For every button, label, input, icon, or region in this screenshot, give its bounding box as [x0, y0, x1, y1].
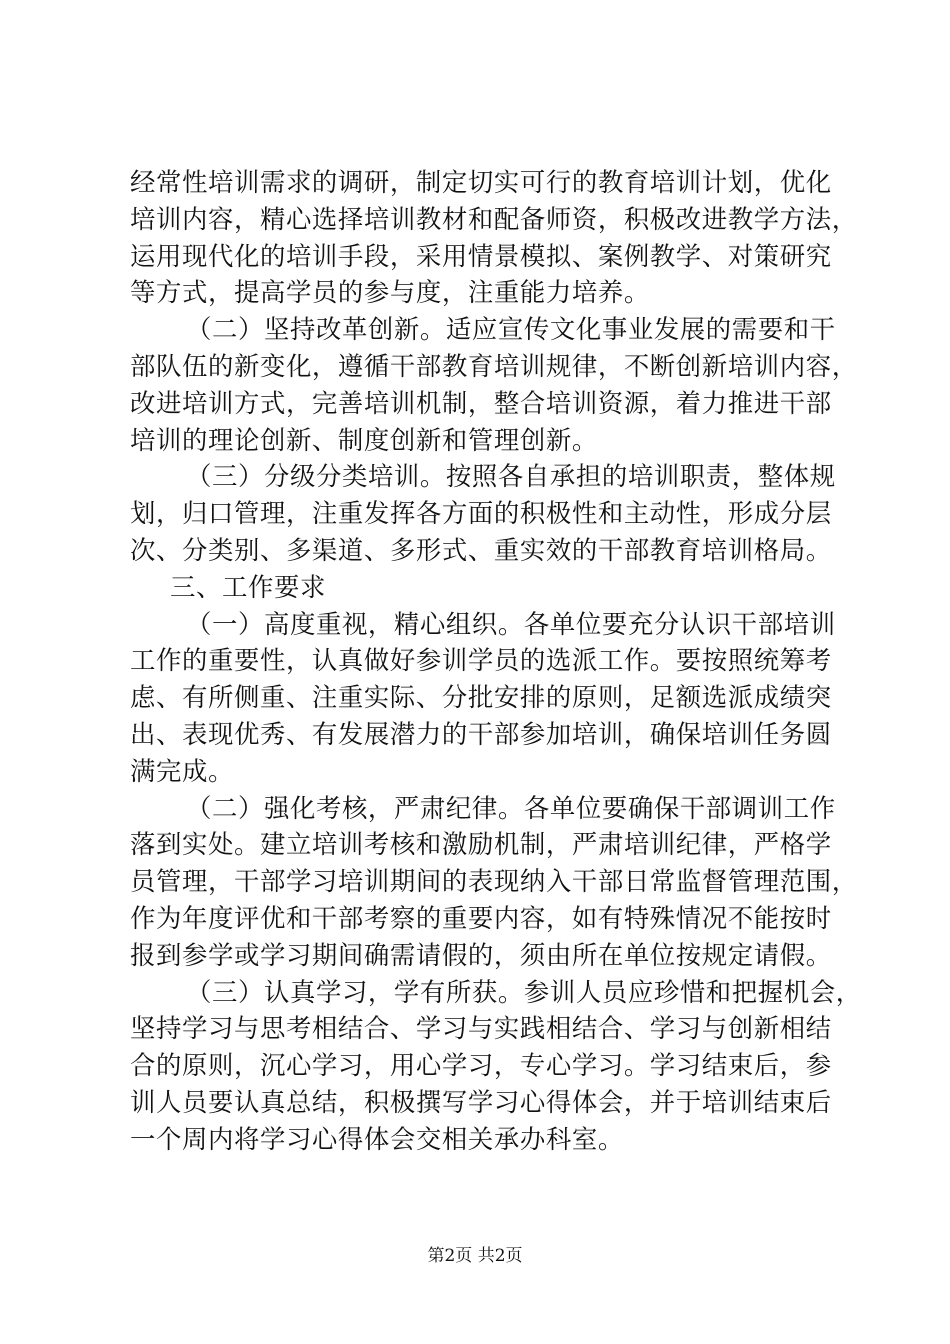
- page-number: 第2页 共2页: [427, 1246, 523, 1266]
- text-line: 培训的理论创新、制度创新和管理创新。: [130, 424, 598, 455]
- body-text: [130, 164, 862, 1158]
- text-line: 训人员要认真总结，积极撰写学习心得体会，并于培训结束后: [130, 1086, 832, 1117]
- text-line: 员管理，干部学习培训期间的表现纳入干部日常监督管理范围，: [130, 866, 858, 897]
- text-line: 经常性培训需求的调研，制定切实可行的教育培训计划，优化: [130, 167, 832, 197]
- text-line: 虑、有所侧重、注重实际、分批安排的原则，足额选派成绩突: [130, 682, 832, 713]
- text-line: 次、分类别、多渠道、多形式、重实效的干部教育培训格局。: [130, 534, 832, 565]
- text-line: 工作的重要性，认真做好参训学员的选派工作。要按照统筹考: [130, 645, 832, 676]
- text-line: 运用现代化的培训手段，采用情景模拟、案例教学、对策研究: [130, 240, 832, 271]
- text-line: 落到实处。建立培训考核和激励机制，严肃培训纪律，严格学: [130, 829, 832, 860]
- text-line: 合的原则，沉心学习，用心学习，专心学习。学习结束后，参: [130, 1050, 832, 1081]
- text-line: 部队伍的新变化，遵循干部教育培训规律，不断创新培训内容，: [130, 350, 858, 381]
- text-line: （一）高度重视，精心组织。各单位要充分认识干部培训: [186, 608, 836, 639]
- section-heading: 三、工作要求: [170, 571, 326, 602]
- text-line: （二）坚持改革创新。适应宣传文化事业发展的需要和干: [186, 314, 836, 345]
- text-line: 出、表现优秀、有发展潜力的干部参加培训，确保培训任务圆: [130, 718, 832, 749]
- text-line: 划，归口管理，注重发挥各方面的积极性和主动性，形成分层: [130, 498, 832, 529]
- text-line: 等方式，提高学员的参与度，注重能力培养。: [130, 277, 650, 308]
- text-line: 报到参学或学习期间确需请假的，须由所在单位按规定请假。: [130, 939, 832, 970]
- text-line: （二）强化考核，严肃纪律。各单位要确保干部调训工作: [186, 792, 836, 823]
- text-line: 坚持学习与思考相结合、学习与实践相结合、学习与创新相结: [130, 1013, 832, 1044]
- text-line: 一个周内将学习心得体会交相关承办科室。: [130, 1123, 624, 1154]
- text-line: 改进培训方式，完善培训机制，整合培训资源，着力推进干部: [130, 387, 832, 418]
- text-line: （三）认真学习，学有所获。参训人员应珍惜和把握机会，: [186, 976, 862, 1007]
- text-line: 作为年度评优和干部考察的重要内容，如有特殊情况不能按时: [130, 902, 832, 933]
- text-line: 培训内容，精心选择培训教材和配备师资，积极改进教学方法，: [130, 203, 858, 234]
- text-line: 满完成。: [130, 755, 234, 786]
- text-line: （三）分级分类培训。按照各自承担的培训职责，整体规: [186, 461, 836, 492]
